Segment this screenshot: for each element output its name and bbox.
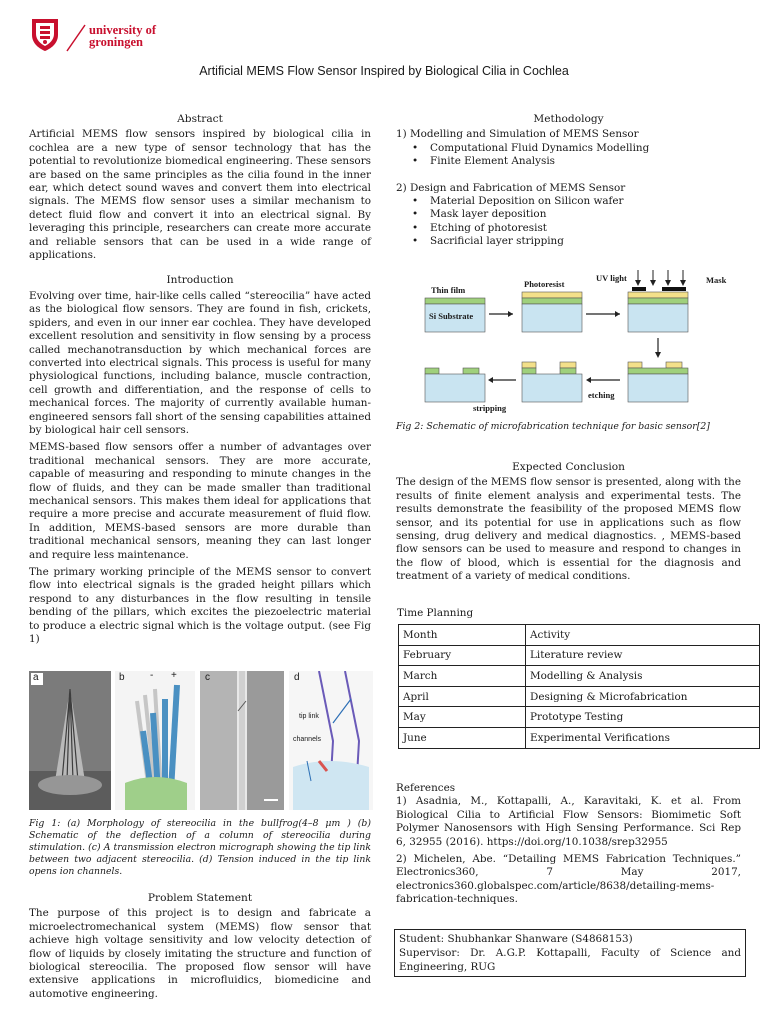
list-item: • Material Deposition on Silicon wafer bbox=[430, 195, 741, 208]
step6-film-left bbox=[425, 368, 439, 374]
table-row bbox=[399, 686, 760, 707]
problem-text: The purpose of this project is to design and fabricate a microelectromechanical system (MEMS) flow sensor that achieve high voltage sensitivity and low velocity detection of flow of liquids by closely imitating the structure and function of biological stereocilia. The proposed flow sensor will have extensive applications in microfluidics, biomedicine and automotive engineering. bbox=[29, 907, 371, 1000]
introduction-paragraph-2: MEMS-based flow sensors offer a number of advantages over traditional mechanical sensors. They are more accurate, capable of measuring and responding to minute changes in the flow of fluids, and they can be made smaller than traditional mechanical sensors. This makes them ideal for applications that require a more precise and accurate measurement of fluid flow. In addition, MEMS-based sensors are more durable than traditional mechanical sensors, meaning they can last longer and require less maintenance. bbox=[29, 441, 371, 561]
step1-thin-film bbox=[425, 298, 485, 304]
table-cell-activity: Prototype Testing bbox=[526, 707, 760, 728]
uv-light-label: UV light bbox=[596, 273, 627, 283]
conclusion-text: The design of the MEMS flow sensor is presented, along with the results of finite element analysis and experimental tests. The results demonstrate the feasibility of the proposed MEMS flow sensor, and its potential for use in applications such as flow sensing, drug delivery and medical diagnostics. , MEMS-based flow sensors can be used to measure and respond to changes in the flow of blood, which is essential for the diagnosis and treatment of a variety of medical conditions. bbox=[396, 476, 741, 583]
methodology-heading: Methodology bbox=[533, 113, 604, 125]
time-planning-table bbox=[398, 624, 760, 749]
step2-substrate bbox=[522, 304, 582, 332]
methodology-item-1-list bbox=[396, 142, 741, 169]
supervisor-info: Supervisor: Dr. A.G.P. Kottapalli, Faculty of Science and Engineering, RUG bbox=[399, 947, 741, 973]
mask-label: Mask bbox=[706, 275, 727, 285]
step6-substrate bbox=[425, 374, 485, 402]
list-item: • Sacrificial layer stripping bbox=[430, 235, 741, 248]
step6-film-right bbox=[463, 368, 479, 374]
conclusion-heading: Expected Conclusion bbox=[512, 461, 625, 473]
panel-a-label: a bbox=[33, 672, 39, 683]
list-item: • Etching of photoresist bbox=[430, 222, 741, 235]
left-column bbox=[29, 113, 371, 650]
introduction-paragraph-3: The primary working principle of the MEMS sensor to convert flow into electrical signals is the graded height pillars which respond to any disturbances in the flow resulting in tensile bending of the pillars, which excites the piezoelectric material to produce a electric signal which is the voltage output. (see Fig 1) bbox=[29, 566, 371, 646]
logo-line1: university of bbox=[89, 23, 157, 37]
figure-1-caption: Fig 1: (a) Morphology of stereocilia in the bullfrog(4–8 μm ) (b) Schematic of the deflection of a column of stereocilia during stimulation. (c) A transmission electron micrograph showing the tip link between two adjacent stereocilia. (d) Tension induced in the tip link opens ion channels. bbox=[29, 818, 371, 877]
step4-photoresist-left bbox=[628, 362, 642, 368]
university-crest-icon bbox=[30, 17, 60, 53]
step3-substrate bbox=[628, 304, 688, 332]
time-planning-heading: Time Planning bbox=[397, 607, 474, 619]
table-cell-activity: Literature review bbox=[526, 645, 760, 666]
references-heading: References bbox=[396, 782, 456, 794]
conclusion-section bbox=[396, 461, 741, 588]
step4-photoresist-right bbox=[666, 362, 682, 368]
etching-label: etching bbox=[588, 390, 615, 400]
student-info: Student: Shubhankar Shanware (S4868153) bbox=[399, 933, 633, 945]
step5-photoresist-right bbox=[560, 362, 576, 368]
step4-substrate bbox=[628, 374, 688, 402]
methodology-item-1: 1) Modelling and Simulation of MEMS Sensor bbox=[396, 128, 639, 141]
step2-thin-film bbox=[522, 298, 582, 304]
table-row bbox=[399, 625, 760, 646]
table-cell-month: February bbox=[399, 645, 526, 666]
abstract-text: Artificial MEMS flow sensors inspired by biological cilia in cochlea are a new type of sensor technology that has the potential to revolutionize biomedical engineering. These sensors are based on the same principles as the cilia found in the inner ear, which detect sound waves and convert them into electrical signals. The MEMS flow sensor uses a similar mechanism to detect fluid flow and convert it into an electrical signal. By leveraging this principle, researchers can create more accurate and reliable sensors that can be used in a wide range of applications. bbox=[29, 128, 371, 262]
step5-substrate bbox=[522, 374, 582, 402]
list-item: • Computational Fluid Dynamics Modelling bbox=[430, 142, 741, 155]
figure-1 bbox=[29, 671, 373, 810]
stereocilia-sem-image bbox=[29, 671, 111, 810]
step3-photoresist bbox=[628, 292, 688, 298]
methodology-item-2: 2) Design and Fabrication of MEMS Sensor bbox=[396, 181, 626, 194]
university-logo bbox=[30, 17, 170, 57]
figure-2 bbox=[400, 268, 740, 416]
table-cell-activity: Designing & Microfabrication bbox=[526, 686, 760, 707]
reference-1: 1) Asadnia, M., Kottapalli, A., Karavitaki, K. et al. From Biological Cilia to Artificial Flow Sensors: Biomimetic Soft Polymer Nanosensors with High Sensing Performance. Sci Rep 6, 32955 (2016). https://doi.org/10.1038/srep32955 bbox=[396, 795, 741, 848]
stereocilia-deflection-schematic bbox=[115, 671, 195, 810]
tip-link-label: tip link bbox=[299, 713, 319, 720]
minus-sign: - bbox=[150, 670, 154, 681]
table-row bbox=[399, 666, 760, 687]
problem-heading: Problem Statement bbox=[147, 892, 253, 904]
abstract-heading: Abstract bbox=[177, 113, 223, 125]
problem-section bbox=[29, 892, 371, 1005]
table-cell-month: April bbox=[399, 686, 526, 707]
introduction-paragraph-1: Evolving over time, hair-like cells called “stereocilia” have acted as the biological flow sensors. They are found in fish, crickets, spiders, and even in our inner ear cochlea. They have developed excellent resolution and sensitivity in flow sensing by a process called mechanotransduction by which mechanical forces are converted into electrical signals. This process is useful for many physiological functions, including balance, muscle contraction, cell growth and differentiation, and the response of cells to mechanical forces. The majority of currently available human-engineered sensors fall short of the sensing capabilities attained by biological hair cell sensors. bbox=[29, 289, 371, 436]
table-cell-month: May bbox=[399, 707, 526, 728]
panel-d-label: d bbox=[294, 672, 300, 683]
step3-mask-left bbox=[632, 287, 646, 291]
stripping-label: stripping bbox=[473, 403, 507, 413]
list-item: • Mask layer deposition bbox=[430, 208, 741, 221]
table-row bbox=[399, 645, 760, 666]
table-row bbox=[399, 727, 760, 748]
thin-film-label: Thin film bbox=[431, 285, 466, 295]
plus-sign: + bbox=[171, 670, 177, 681]
table-row bbox=[399, 707, 760, 728]
table-header-month: Month bbox=[399, 625, 526, 646]
panel-b-label: b bbox=[119, 672, 125, 683]
references-section bbox=[396, 782, 741, 911]
poster-title: Artificial MEMS Flow Sensor Inspired by Biological Cilia in Cochlea bbox=[199, 64, 569, 78]
table-cell-month: June bbox=[399, 727, 526, 748]
reference-2: 2) Michelen, Abe. “Detailing MEMS Fabrication Techniques.” Electronics360, 7 May 2017, electronics360.globalspec.com/article/8638/detailing-mems-fabrication-techniques. bbox=[396, 853, 741, 906]
photoresist-label: Photoresist bbox=[524, 279, 565, 289]
introduction-heading: Introduction bbox=[166, 274, 234, 287]
list-item: • Finite Element Analysis bbox=[430, 155, 741, 168]
step4-thin-film bbox=[628, 368, 688, 374]
si-substrate-label: Si Substrate bbox=[429, 311, 474, 321]
author-info-box bbox=[394, 929, 746, 977]
channels-label: channels bbox=[293, 736, 322, 743]
table-cell-activity: Modelling & Analysis bbox=[526, 666, 760, 687]
step2-photoresist bbox=[522, 292, 582, 298]
panel-c-label: c bbox=[205, 672, 210, 683]
logo-slash-icon bbox=[63, 23, 89, 53]
table-cell-month: March bbox=[399, 666, 526, 687]
step5-film-left bbox=[522, 368, 536, 374]
step3-mask-right bbox=[662, 287, 686, 291]
step3-thin-film bbox=[628, 298, 688, 304]
methodology-item-2-list bbox=[396, 195, 741, 249]
logo-line2: groningen bbox=[89, 35, 143, 49]
step5-photoresist-left bbox=[522, 362, 536, 368]
planning-table bbox=[398, 624, 760, 749]
table-header-activity: Activity bbox=[526, 625, 760, 646]
table-cell-activity: Experimental Verifications bbox=[526, 727, 760, 748]
step5-film-right bbox=[560, 368, 576, 374]
figure-2-caption: Fig 2: Schematic of microfabrication technique for basic sensor[2] bbox=[396, 421, 710, 432]
tem-micrograph-image bbox=[200, 671, 284, 810]
methodology-section bbox=[396, 113, 741, 249]
